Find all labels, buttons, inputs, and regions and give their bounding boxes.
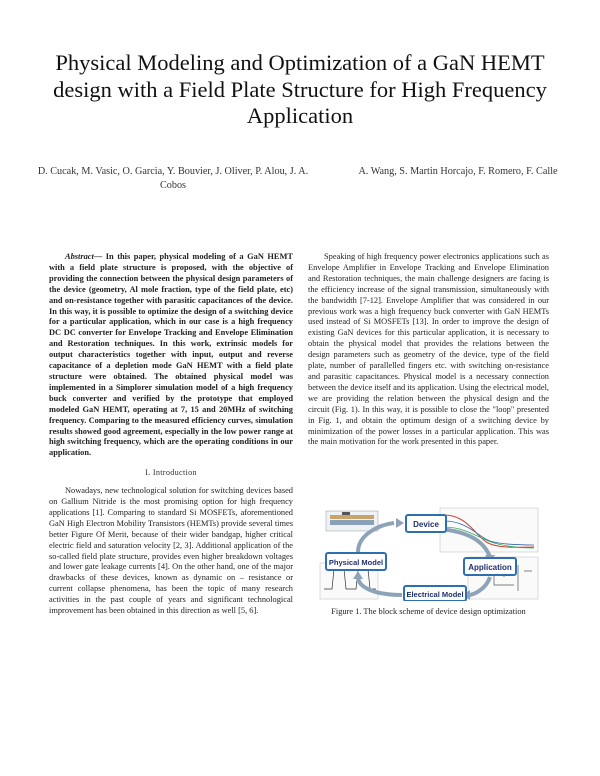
abstract (49, 252, 293, 459)
intro-paragraph-1: Nowadays, new technological solution for switching devices based on Gallium Nitride is the most promising option for high frequency applications [1]. Comparing to standard Si MOSFETs, aforementioned GaN High Electron Mobility Transistors (HEMTs) provide several times better Figure Of Merit, because of their wider bandgap, higher critical electric field and saturation velocity [2, 3]. Additional application of the so-called field plate structure, provides even higher breakdown voltages and lower gate leakage currents [4]. On the other hand, one of the major drawbacks of these devices, known as dynamic on – resistance or current collapse phenomena, has been the topic of many research activities in the past couple of years and significant technological improvement has been obtained in this direction as well [5, 6]. (49, 486, 293, 616)
electrical-model-label: Electrical Model (406, 590, 464, 599)
authors-right: A. Wang, S. Martin Horcajo, F. Romero, F. Calle (358, 166, 558, 177)
intro-paragraph-2: Speaking of high frequency power electronics applications such as Envelope Amplifier in Envelope Tracking and Envelope Elimination and Restoration techniques, the main challenge designers are facing is the efficiency increase of the signal transmission, simultaneously with the bandwidth [7-12]. Envelope Amplifier that was considered in our previous work was a high frequency buck converter with GaN HEMTs used instead of Si MOSFETs [13]. In order to improve the design of existing GaN devices for this particular application, it is necessary to obtain the physical model that provides the relations between the design parameters such as geometry of the device, type of the field plate, number of parallelled fingers etc. with switching on-resistance and parasitic capacitances. Physical model is a necessary connection between the device itself and its application. Using the electrical model, we are providing the relation between the physical design and the circuit (Fig. 1). In this way, it is possible to close the "loop" presented in Fig. 1, and obtain the optimum design of a switching device by minimization of the power losses in a particular application. This was the main motivation for the work presented in this paper. (308, 252, 549, 447)
device-label: Device (413, 520, 439, 529)
left-column (49, 252, 293, 617)
section-heading-introduction: I. Introduction (145, 468, 197, 478)
abstract-lead: Abstract— (65, 252, 103, 261)
figure-caption: Figure 1. The block scheme of device design optimization (331, 607, 526, 616)
application-box (464, 558, 516, 575)
physical-model-label: Physical Model (328, 558, 384, 567)
figure-1 (318, 507, 540, 601)
electrical-model-box (404, 586, 466, 601)
right-column (308, 252, 549, 448)
abstract-body: In this paper, physical modeling of a GaN HEMT with a field plate structure is proposed, with the objective of providing the connection between the physical design parameters of the device (geometry, Al mole fraction, type of the field plate, etc) and on-resistance together with parasitic capacitances of the device. In this way, it is possible to optimize the design of a switching device for a particular application, which in our case is a high frequency DC DC converter for Envelope Tracking and Envelope Elimination and Restoration techniques. In this work, extrinsic models for output characteristics together with input, output and reverse capacitance of a depletion mode GaN HEMT with a field plate structure were obtained. The obtained physical model was implemented in a Simplorer simulation model of a high frequency buck converter and verified by the prototype that employed modeled GaN HEMT, operating at 7, 15 and 20MHz of switching frequency. Comparing to the measured efficiency curves, simulation results showed good agreement, especially in the low power range at high switching frequency, which are the operating conditions in our application. (49, 252, 293, 458)
authors-left: D. Cucak, M. Vasic, O. Garcia, Y. Bouvier, J. Oliver, P. Alou, J. A. Cobos (37, 166, 309, 191)
paper-title: Physical Modeling and Optimization of a GaN HEMT design with a Field Plate Structure for High Frequency Application (53, 50, 547, 128)
device-box (406, 515, 446, 532)
device-cross-section-thumbnail (326, 511, 378, 531)
physical-model-box (326, 553, 386, 570)
application-label: Application (468, 563, 512, 572)
design-loop-diagram (318, 507, 540, 601)
